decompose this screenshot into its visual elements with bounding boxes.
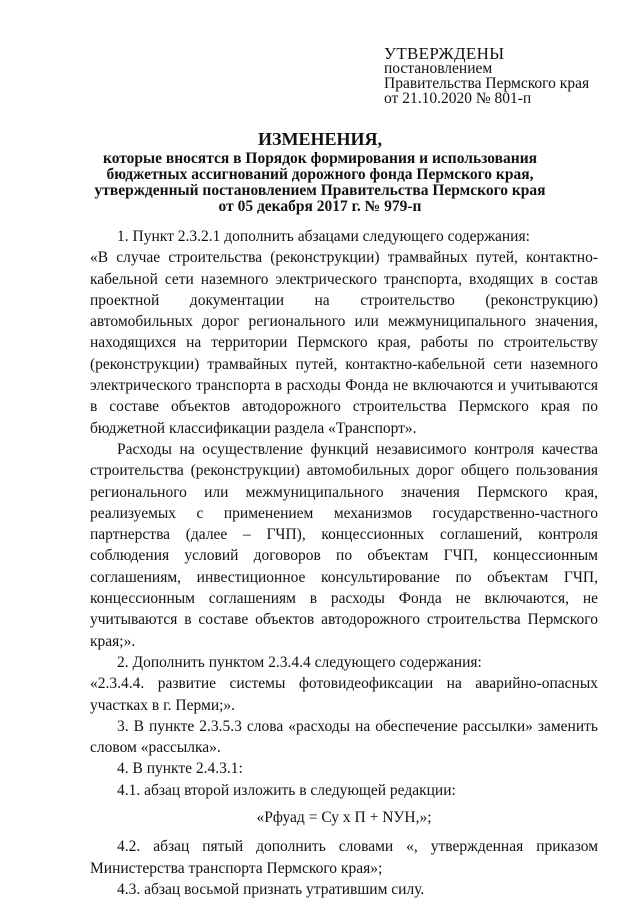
paragraph-item-1: 1. Пункт 2.3.2.1 дополнить абзацами следующего содержания: bbox=[117, 228, 530, 245]
approval-line: постановлением bbox=[384, 60, 493, 77]
paragraph-item-4-3: 4.3. абзац восьмой признать утратившим силу. bbox=[117, 880, 425, 898]
approval-date: от 21.10.2020 № 801-п bbox=[384, 90, 532, 107]
title-line: бюджетных ассигнований дорожного фонда Пермского края, bbox=[106, 166, 534, 183]
approval-heading: УТВЕРЖДЕНЫ bbox=[384, 44, 505, 63]
paragraph-item-2-quote: «2.3.4.4. развитие системы фотовидеофиксации на аварийно-опасных участках в г. Перми;». bbox=[90, 675, 598, 714]
approval-line: Правительства Пермского края bbox=[384, 75, 590, 92]
title-line: которые вносятся в Порядок формирования и использования bbox=[102, 150, 538, 167]
paragraph-item-4: 4. В пункте 2.4.3.1: bbox=[117, 760, 243, 778]
paragraph-item-2: 2. Дополнить пунктом 2.3.4.4 следующего содержания: bbox=[117, 653, 482, 671]
paragraph-item-1-quote-1: «В случае строительства (реконструкции) трамвайных путей, контактно-кабельной сети наземного электрического транспорта, входящих в состав проектной документации на строительство (реконструкцию) автомобильных дорог регионального или межмуниципального значения, находящихся на территории Пермского края, работы по строительству (реконструкции) трамвайных путей, контактно-кабельной сети наземного электрического транспорта в расходы Фонда не включаются и учитываются в составе объектов автодорожного строительства Пермского края по бюджетной классификации раздела «Транспорт». bbox=[90, 249, 598, 437]
document-body bbox=[90, 226, 598, 900]
document-title bbox=[40, 128, 600, 215]
paragraph-item-1-quote-2: Расходы на осуществление функций независимого контроля качества строительства (реконструкции) автомобильных дорог общего пользования регионального или межмуниципального значения Пермского края, реализуемых с применением механизмов государственно-частного партнерства (далее – ГЧП), концессионных соглашений, контроля соблюдения условий договоров по объектам ГЧП, концессионным соглашениям, инвестиционное консультирование по объектам ГЧП, концессионным соглашениям в расходы Фонда не включаются, не учитываются в составе объектов автодорожного строительства Пермского края;». bbox=[90, 440, 598, 650]
approval-stamp bbox=[384, 46, 624, 106]
title-line: от 05 декабря 2017 г. № 979-п bbox=[218, 198, 422, 215]
formula: «Рфуад = Су х П + NУН,»; bbox=[256, 809, 432, 827]
title-heading: ИЗМЕНЕНИЯ, bbox=[257, 129, 382, 149]
paragraph-item-3: 3. В пункте 2.3.5.3 слова «расходы на обеспечение рассылки» заменить словом «рассылка». bbox=[90, 717, 598, 757]
paragraph-item-4-1: 4.1. абзац второй изложить в следующей редакции: bbox=[117, 781, 456, 799]
title-line: утвержденный постановлением Правительства Пермского края bbox=[94, 182, 546, 199]
paragraph-item-4-2: 4.2. абзац пятый дополнить словами «, утвержденная приказом Министерства транспорта Пермского края»; bbox=[90, 838, 598, 877]
